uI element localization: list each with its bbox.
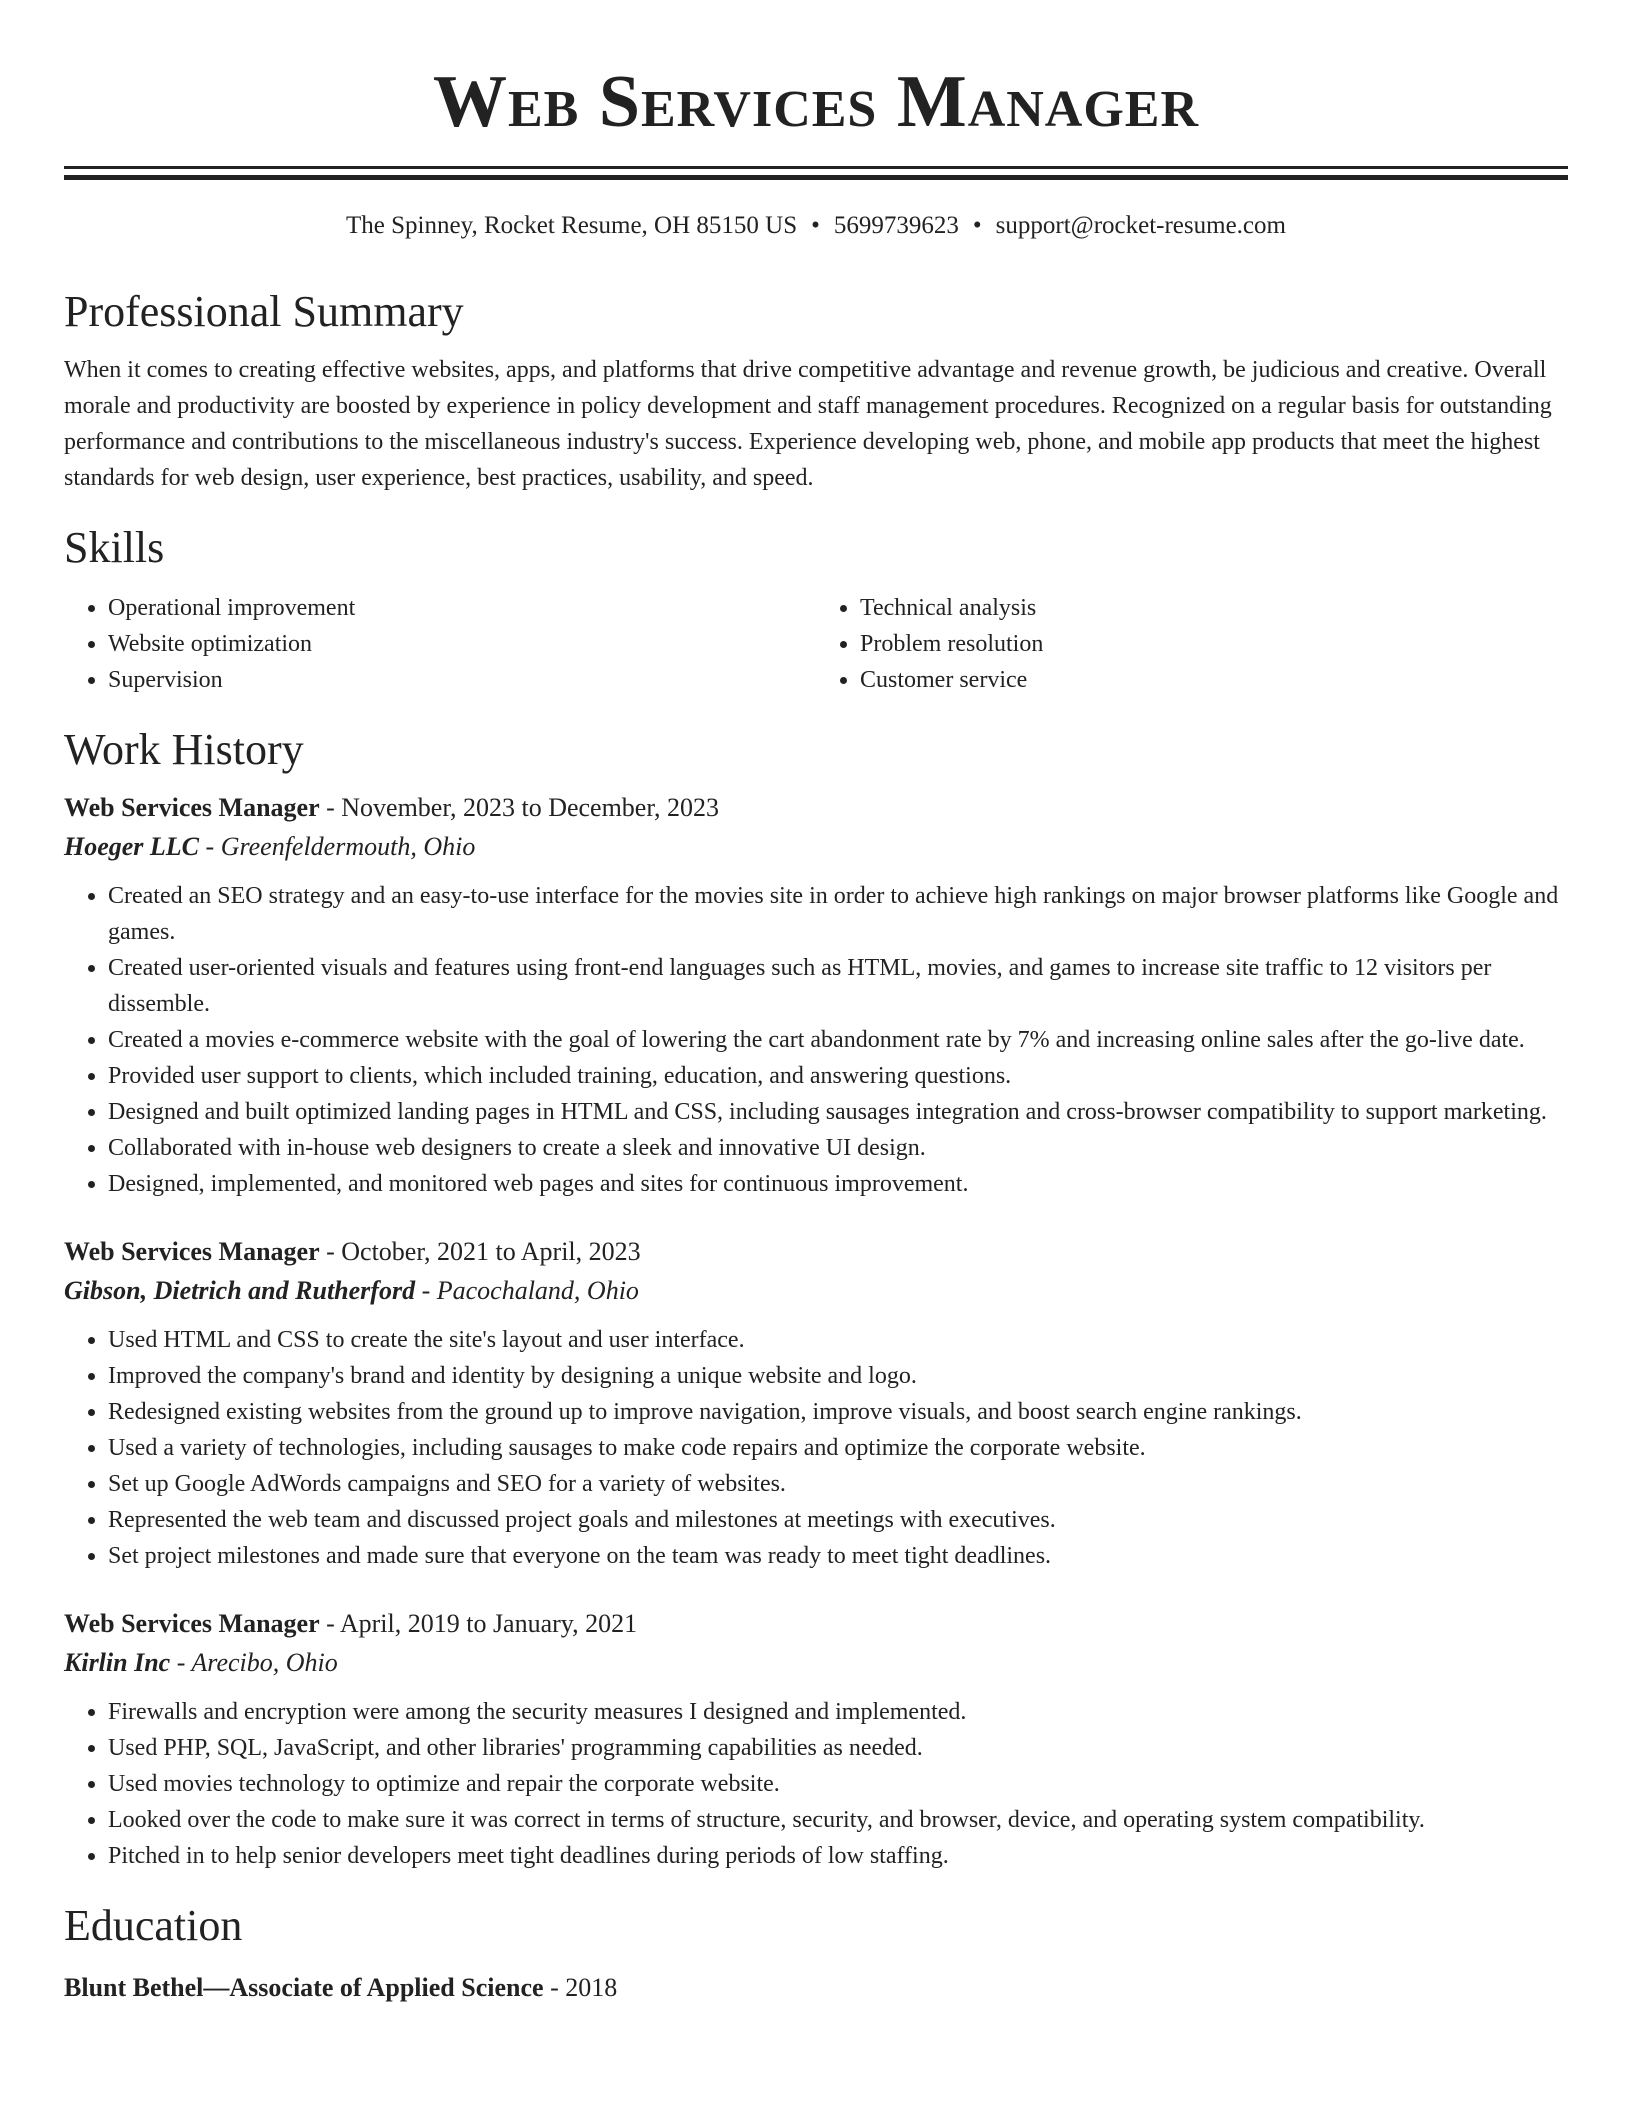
skill-item: • Customer service — [860, 662, 1568, 698]
duty-item: • Created user-oriented visuals and features using front-end languages such as HTML, movies, and games to increase site traffic to 12 visitors per dissemble. — [108, 950, 1568, 1022]
job-title: Web Services Manager — [64, 1237, 320, 1266]
education-entry — [64, 1968, 1568, 2008]
duty-item: • Used HTML and CSS to create the site's layout and user interface. — [108, 1322, 1568, 1358]
job-duties — [64, 878, 1568, 1202]
header-divider-second — [64, 175, 1568, 180]
job-header — [64, 1604, 1568, 1644]
contact-separator: • — [972, 212, 982, 239]
duty-item: • Provided user support to clients, which included training, education, and answering questions. — [108, 1058, 1568, 1094]
duty-item: • Looked over the code to make sure it was correct in terms of structure, security, and browser, device, and operating system compatibility. — [108, 1802, 1568, 1838]
contact-phone: 5699739623 — [833, 212, 959, 239]
contact-address: The Spinney, Rocket Resume, OH 85150 US — [346, 212, 798, 239]
skills-heading: Skills — [64, 523, 165, 572]
duty-item: • Designed, implemented, and monitored web pages and sites for continuous improvement. — [108, 1166, 1568, 1202]
duty-item: • Improved the company's brand and identity by designing a unique website and logo. — [108, 1358, 1568, 1394]
job-location: - Greenfeldermouth, Ohio — [205, 832, 476, 861]
job-dates: - November, 2023 to December, 2023 — [326, 793, 719, 822]
job-entry — [64, 1232, 1568, 1574]
skills-column-left — [64, 590, 816, 698]
contact-separator: • — [811, 212, 820, 239]
job-employer: Gibson, Dietrich and Rutherford — [64, 1276, 416, 1305]
skills-column-right — [816, 590, 1568, 698]
education-heading: Education — [64, 1901, 243, 1950]
education-degree: Blunt Bethel—Associate of Applied Science — [64, 1973, 544, 2002]
skill-item: • Problem resolution — [860, 626, 1568, 662]
contact-line — [64, 210, 1568, 242]
job-duties — [64, 1322, 1568, 1574]
skill-item: • Website optimization — [108, 626, 816, 662]
job-header — [64, 1232, 1568, 1272]
job-employer-line — [64, 1644, 1568, 1682]
duty-item: • Created a movies e-commerce website with the goal of lowering the cart abandonment rate by 7% and increasing online sales after the go-live date. — [108, 1022, 1568, 1058]
summary-heading: Professional Summary — [64, 287, 464, 336]
resume-page — [64, 0, 1568, 2008]
duty-item: • Redesigned existing websites from the ground up to improve navigation, improve visuals, and boost search engine rankings. — [108, 1394, 1568, 1430]
job-location: - Pacochaland, Ohio — [421, 1276, 639, 1305]
header-divider — [64, 166, 1568, 169]
contact-email: support@rocket-resume.com — [995, 212, 1286, 239]
skills-list — [64, 590, 1568, 698]
resume-name: Web Services Manager — [432, 61, 1200, 143]
job-employer: Kirlin Inc — [64, 1648, 171, 1677]
education-year: - 2018 — [550, 1973, 618, 2002]
job-employer: Hoeger LLC — [64, 832, 200, 861]
summary-text: When it comes to creating effective websites, apps, and platforms that drive competitive advantage and revenue growth, be judicious and creative. Overall morale and productivity are boosted by experience in policy development and staff management procedures. Recognized on a regular basis for outstanding performance and contributions to the miscellaneous industry's success. Experience developing web, phone, and mobile app products that meet the highest standards for web design, user experience, best practices, usability, and speed. — [64, 357, 1552, 491]
duty-item: • Collaborated with in-house web designers to create a sleek and innovative UI design. — [108, 1130, 1568, 1166]
job-header — [64, 788, 1568, 828]
duty-item: • Represented the web team and discussed project goals and milestones at meetings with executives. — [108, 1502, 1568, 1538]
duty-item: • Firewalls and encryption were among the security measures I designed and implemented. — [108, 1694, 1568, 1730]
job-location: - Arecibo, Ohio — [176, 1648, 338, 1677]
job-employer-line — [64, 1272, 1568, 1310]
skill-item: • Supervision — [108, 662, 816, 698]
duty-item: • Used a variety of technologies, including sausages to make code repairs and optimize the corporate website. — [108, 1430, 1568, 1466]
duty-item: • Pitched in to help senior developers meet tight deadlines during periods of low staffing. — [108, 1838, 1568, 1874]
job-title: Web Services Manager — [64, 1609, 320, 1638]
duty-item: • Set project milestones and made sure that everyone on the team was ready to meet tight deadlines. — [108, 1538, 1568, 1574]
work-history-heading: Work History — [64, 725, 304, 774]
duty-item: • Designed and built optimized landing pages in HTML and CSS, including sausages integration and cross-browser compatibility to support marketing. — [108, 1094, 1568, 1130]
job-title: Web Services Manager — [64, 793, 320, 822]
job-entry — [64, 788, 1568, 1202]
job-entry — [64, 1604, 1568, 1874]
job-employer-line — [64, 828, 1568, 866]
skill-item: • Technical analysis — [860, 590, 1568, 626]
job-duties — [64, 1694, 1568, 1874]
duty-item: • Set up Google AdWords campaigns and SEO for a variety of websites. — [108, 1466, 1568, 1502]
job-dates: - October, 2021 to April, 2023 — [326, 1237, 641, 1266]
duty-item: • Used PHP, SQL, JavaScript, and other libraries' programming capabilities as needed. — [108, 1730, 1568, 1766]
job-dates: - April, 2019 to January, 2021 — [326, 1609, 638, 1638]
duty-item: • Created an SEO strategy and an easy-to-use interface for the movies site in order to achieve high rankings on major browser platforms like Google and games. — [108, 878, 1568, 950]
skill-item: • Operational improvement — [108, 590, 816, 626]
duty-item: • Used movies technology to optimize and repair the corporate website. — [108, 1766, 1568, 1802]
